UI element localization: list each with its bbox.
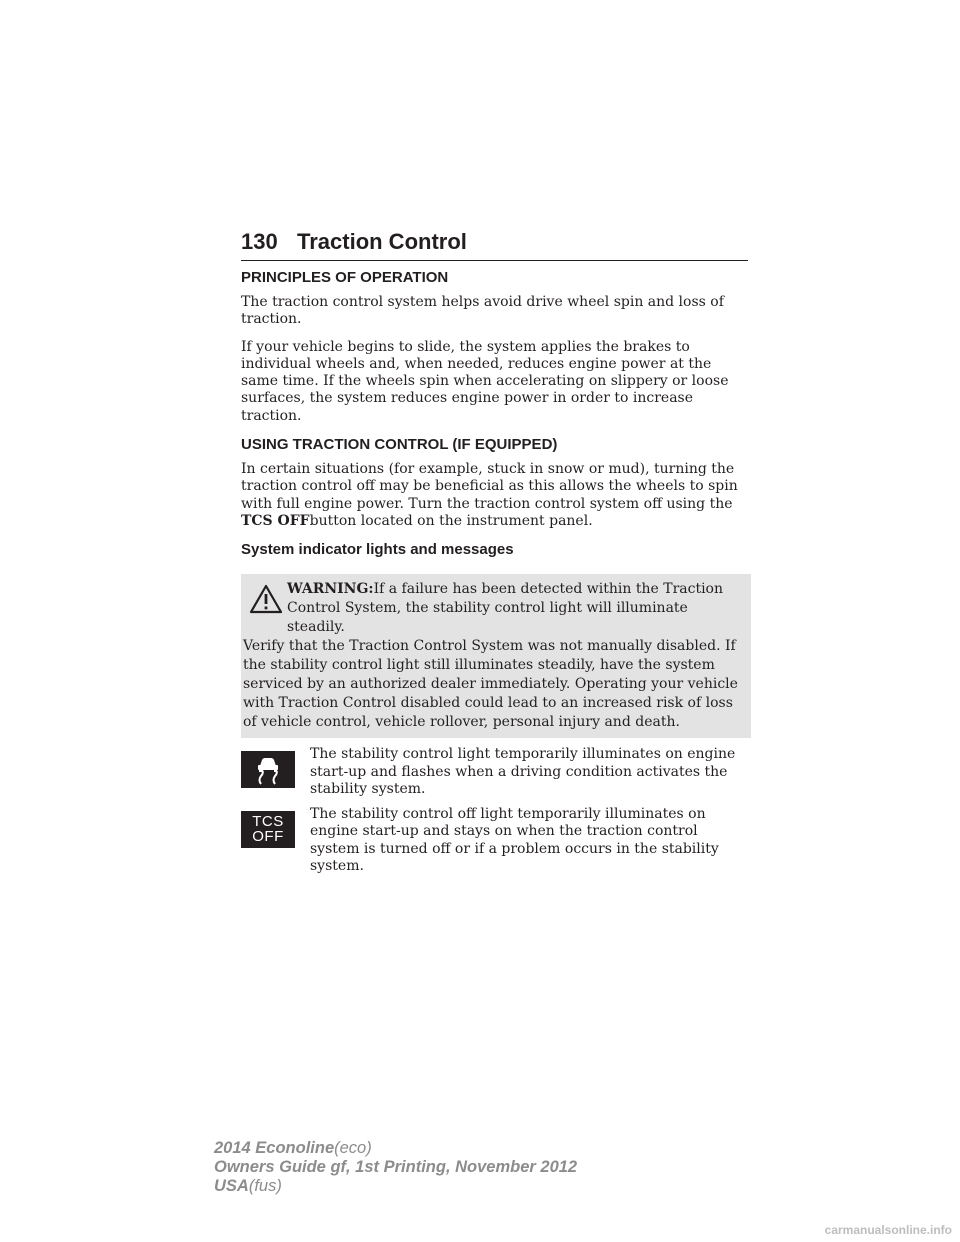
section-heading-using: USING TRACTION CONTROL (IF EQUIPPED) [241, 436, 558, 454]
tcs-off-button-label: TCS OFF [241, 512, 310, 529]
indicator-row-stability [241, 746, 751, 798]
off-label: OFF [252, 828, 284, 846]
warning-triangle-icon [249, 584, 283, 614]
warning-text-b: Verify that the Traction Control System was not manually disabled. If the stability control light still illuminates steadily, have the system serviced by an authorized dealer immediately. Operating your vehicle with Traction Control disabled could lead to an increased risk of loss of vehicle control, vehicle rollover, personal injury and death. [243, 638, 738, 731]
tcs-off-icon-text [241, 811, 295, 844]
tcs-label: TCS [252, 813, 284, 831]
section-heading-principles: PRINCIPLES OF OPERATION [241, 269, 449, 286]
footer-model-code: (eco) [334, 1139, 372, 1157]
footer-line-1 [214, 1139, 577, 1158]
section-heading-indicators: System indicator lights and messages [241, 541, 514, 559]
document-footer [214, 1139, 577, 1196]
warning-box [241, 574, 751, 738]
using-text-start: In certain situations (for example, stuck in snow or mud), turning the traction control off may be beneficial as this allows the wheels to spin with full engine power. Turn the traction control system off using the [241, 461, 738, 512]
page-number: 130 [241, 229, 278, 254]
using-paragraph-1 [241, 461, 751, 530]
page-header [241, 228, 748, 261]
warning-text-a: If a failure has been detected within the Traction Control System, the stability control light will illuminate steadily. [287, 581, 723, 636]
indicator-row-tcs-off [241, 806, 751, 875]
tcs-off-description: The stability control off light temporarily illuminates on engine start-up and stays on when the traction control system is turned off or if a problem occurs in the stability system. [310, 806, 719, 875]
using-text-end: button located on the instrument panel. [309, 512, 593, 529]
tcs-off-icon [241, 811, 295, 848]
warning-first-lines [243, 580, 747, 637]
footer-edition: Owners Guide gf, 1st Printing, November 2012 [214, 1158, 578, 1176]
footer-model: 2014 Econoline [214, 1139, 335, 1157]
stability-control-icon [241, 751, 295, 788]
footer-line-3 [214, 1177, 577, 1196]
warning-label: WARNING: [287, 581, 374, 598]
watermark: carmanualsonline.info [824, 1223, 952, 1237]
footer-market: USA [214, 1177, 249, 1195]
stability-control-description: The stability control light temporarily illuminates on engine start-up and flashes when a driving condition activates the stability system. [310, 746, 736, 797]
principles-paragraph-2: If your vehicle begins to slide, the system applies the brakes to individual wheels and, when needed, reduces engine power at the same time. If the wheels spin when accelerating on slippery or loose surfaces, the system reduces engine power in order to increase traction. [241, 338, 729, 424]
chapter-title: Traction Control [297, 229, 467, 254]
footer-market-code: (fus) [248, 1177, 282, 1195]
footer-line-2 [214, 1158, 577, 1177]
page-content [241, 268, 751, 883]
principles-paragraph-1: The traction control system helps avoid drive wheel spin and loss of traction. [241, 294, 724, 328]
